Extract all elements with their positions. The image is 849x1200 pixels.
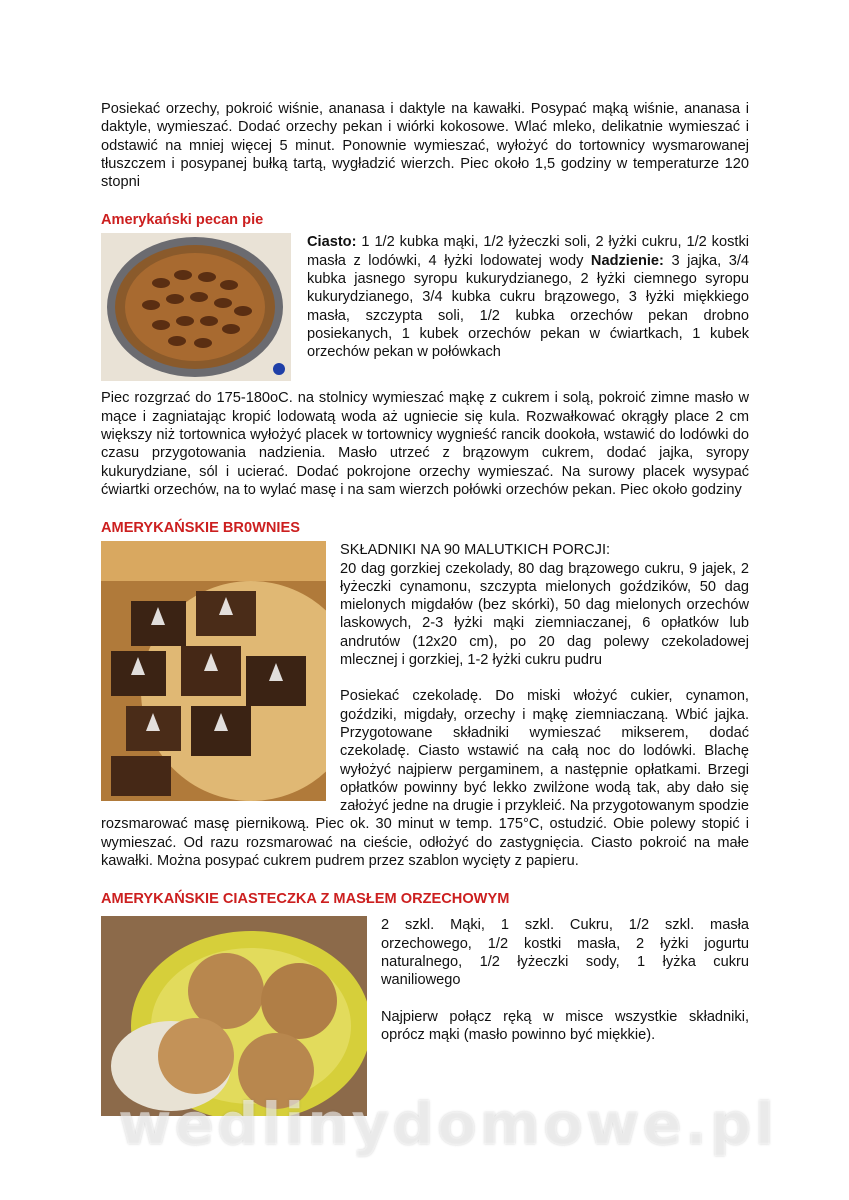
nadzienie-label: Nadzienie:: [590, 252, 664, 269]
recipe3-method: Najpierw połącz ręką w misce wszystkie składniki, oprócz mąki (masło powinno być miękkie).: [381, 1008, 749, 1043]
pecan-pie-image: [101, 233, 291, 381]
watermark: wedlinydomowe.pl: [118, 1090, 778, 1158]
recipe2-title: AMERYKAŃSKIE BR0WNIES: [101, 520, 300, 537]
ciasto-label: Ciasto:: [307, 234, 357, 251]
recipe3-ingredients: 2 szkl. Mąki, 1 szkl. Cukru, 1/2 szkl. masła orzechowego, 1/2 kostki masła, 2 łyżki jogurtu naturalnego, 1/2 łyżeczki sody, 1 łyżka cukru waniliowego: [381, 917, 749, 989]
cookies-image: [101, 916, 367, 1116]
ciasto-text: 1 1/2 kubka mąki, 1/2 łyżeczki soli, 2 łyżki cukru, 1/2 kostki masła z lodówki, 4 łyżki lodowatej wody: [307, 234, 749, 269]
document-page: [101, 100, 749, 1116]
recipe2-method: Posiekać czekoladę. Do miski włożyć cukier, cynamon, goździki, migdały, orzechy i mąkę ziemniaczaną. Wbić jajka. Przygotowane składniki wymieszać mikserem, dodać czekoladę. Ciasto wstawić na całą noc do lodówki. Blachę wyłożyć najpierw pergaminem, a następnie opłatkami. Brzegi opłatków powinny być lekko zwilżone wodą tak, aby dało się założyć jedne na drugie i przykleić. Na przygotowanym spodzie rozsmarować masę piernikową. Piec ok. 30 minut w temp. 175°C, ostudzić. Obie polewy stopić i wymieszać. Od razu rozsmarować na cieście, odłożyć do zastygnięcia. Ciasto pokroić na małe kawałki. Można posypać cukrem pudrem przez szablon wycięty z papieru.: [101, 688, 749, 870]
intro-paragraph: Posiekać orzechy, pokroić wiśnie, ananasa i daktyle na kawałki. Posypać mąką wiśnie, ananasa i daktyle, wymieszać. Dodać orzechy pekan i wiórki kokosowe. Wlać mleko, delikatnie wymieszać i odstawić na mniej więcej 5 minut. Ponownie wymieszać, wyłożyć do tortownicy wysmarowanej tłuszczem i posypanej bułką tartą, wygładzić wierzch. Piec około 1,5 godziny w temperaturze 120 stopni: [101, 101, 749, 191]
recipe2-ingredients: 20 dag gorzkiej czekolady, 80 dag brązowego cukru, 9 jajek, 2 łyżeczki cynamonu, szczypta mielonych goździków, 50 dag mielonych migdałów (bez skórki), 50 dag mielonych orzechów laskowych, 2-3 łyżki mąki ziemniaczanej, 6 opłatków lub andrutów (12x20 cm), po 20 dag polewy czekoladowej mlecznej i gorzkiej, 1-2 łyżki cukru pudru: [340, 560, 749, 669]
recipe1-method: Piec rozgrzać do 175-180oC. na stolnicy wymieszać mąkę z cukrem i solą, pokroić zimne masło w mące i zagniatając kropić lodowatą woda aż ugniecie się kula. Rozwałkować okrągły place 2 cm większy niż tortownica wyłożyć placek w tortownicy wygnieść rancik dookoła, wstawić do lodówki do czasu przygotowania nadzienia. Masło utrzeć z brązowym cukrem, dodać jajka, syropy kukurydziane, sól i ucierać. Dodać pokrojone orzechy wymieszać. Na surowy placek wysypać ćwiartki orzechów, na to wylać masę i na sam wierzch połówki orzechów pekan. Piec około godziny: [101, 390, 749, 498]
recipe3-title: AMERYKAŃSKIE CIASTECZKA Z MASŁEM ORZECHOWYM: [101, 891, 510, 908]
recipe2-subtitle: SKŁADNIKI NA 90 MALUTKICH PORCJI:: [340, 542, 611, 559]
brownies-image: [101, 541, 326, 801]
recipe1-title: Amerykański pecan pie: [101, 212, 264, 229]
nadzienie-text: 3 jajka, 3/4 kubka jasnego syropu kukurydzianego, 2 łyżki ciemnego syropu kukurydzianego, 3/4 kubka cukru brązowego, 3 łyżki miękkiego masła, szczypta soli, 1/2 kubka orzechów pekan drobno posiekanych, 1 kubek orzechów pekan w ćwiartkach, 1 kubek orzechów pekan w połówkach: [307, 252, 749, 361]
